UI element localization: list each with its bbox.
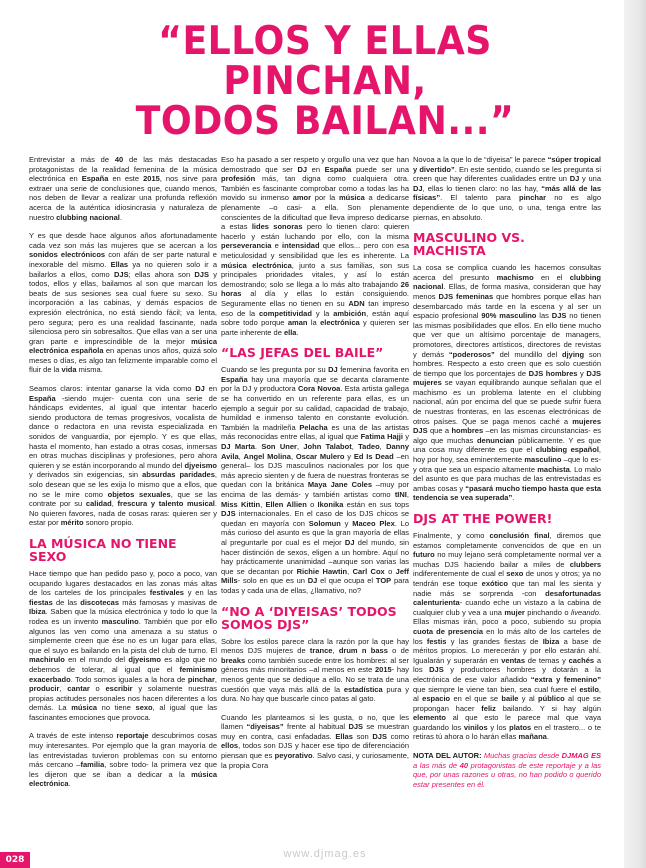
page-number: 028	[0, 852, 30, 868]
section-heading: “LAS JEFAS DEL BAILE”	[221, 345, 384, 361]
body-paragraph: Seamos claros: intentar ganarse la vida como DJ en España -siendo mujer- cuenta con una serie de hándicaps evidentes, al igual que intentar hacerlo siendo productora de temas progresivos, vocalista de dance o redactora en una revista especializada en sonidos de vanguardia, por ejemplo. Y es que ellas, hasta el momento, han estado a otras cosas, inmersas en otras muchas disciplinas y profesiones, pero ahora quieren y se están incorporando al mundo del djyeismo y derivados sin exigencias, sin absurdas paridades, solo desean que se les exija lo mismo que a ellos, que no se le mire como objetos sexuales, que se las contrate por su calidad, frescura y talento musical. No quieren favores, nada de cosas raras: quieren ser y estar por mérito sonoro propio.	[29, 384, 218, 528]
body-paragraph: Cuando se les pregunta por su DJ femenina favorita en España hay una mayoría que se decanta claramente por la DJ y productora Cora Novoa. Esta artista gallega se ha convertido en un referente para ellas, es un ejemplo a seguir por su calidad, capacidad de trabajo, humildad e inmenso talento en constante evolución. También la madrileña Pelacha es una de las artistas más reconocidas entre ellas, al igual que Fatima Hajji y DJ Marta. Son Uner, John Talabot, Tadeo, Danny Avila, Angel Molina, Oscar Mulero y Ed Is Dead –en general– los DJS masculinos nacionales por los que más aprecio sienten y de fuera de nuestras fronteras se quedan con la británica Maya Jane Coles –muy por encima de las demás- y también artistas como tINI, Miss Kittin, Ellen Allien o Ikonika están en sus tops DJS internacionales. En el caso de los DJS chicos se quedan en mayoría con Solomun y Maceo Plex. Lo más curioso del asunto es que la gran mayoría de ellas al preguntarle por cual es el mejor DJ del mundo, sin hacer distinción de sexos, eligen a un hombre. Aquí no hay prácticamente unanimidad –aunque son varias las que se decantan por Richie Hawtin, Carl Cox o Jeff Mills- solo en que es un DJ el que ocupa el TOP para todas y cada una de ellas, ¿llamativo, no?	[221, 365, 410, 595]
article-column-2	[221, 155, 409, 779]
section-heading: LA MÚSICA NO TIENE SEXO	[29, 535, 177, 564]
article-title-line-1: “ELLOS Y ELLAS PINCHAN,	[158, 19, 492, 104]
author-note: NOTA DEL AUTOR: Muchas gracias desde DJMAG ES a las más de 40 protagonistas de este reportaje y a las que, por unas razones u otras, no han podido o querido estar presentes en él.	[413, 751, 601, 789]
watermark: www.djmag.es	[283, 848, 367, 860]
body-paragraph: Cuando les planteamos si les gusta, o no, que les llamen “diyeisas” frente al habitual DJS se muestran muy en contra, casi enfadadas. Ellas son DJS como ellos, todos son DJS y hacer ese tipo de diferenciación piensan que es peyorativo. Salvo casi, y curiosamente, la propia Cora	[221, 712, 409, 770]
body-paragraph: Novoa a la que lo de “diyeisa” le parece “súper tropical y divertido”. En este sentido, cuando se les pregunta si creen que hay diferentes cualidades entre un DJ y una DJ, ellas lo tienen claro: no las hay, “más allá de las físicas”. El talento para pinchar no es algo dependiente de lo que uno, o una, tenga entre las piernas, en absoluto.	[413, 155, 602, 222]
body-paragraph: Sobre los estilos parece clara la razón por la que hay menos DJS mujeres de trance, drum n bass o de breaks como también sucede entre los hombres: al ser géneros más minoritarios –al menos en este 2015- hay menos gente que se dedique a ello. No se trata de una cuestión que vaya más allá de la estadística pura y dura. No hay que buscarle cinco patas al gato.	[221, 636, 409, 704]
section-heading: MASCULINO VS. MACHISTA	[413, 230, 525, 259]
article-title-line-2: TODOS BAILAN...”	[135, 99, 515, 144]
article-column-3	[413, 155, 601, 798]
body-paragraph: Entrevistar a más de 40 de las más destacadas protagonistas de la realidad femenina de la música electrónica en España en este 2015, nos sirve para extraer una serie de conclusiones que, cuando menos, nos deben de llevar a realizar una profunda reflexión acerca de la auténtica idiosincrasia y naturaleza de nuestro clubbing nacional.	[29, 155, 217, 222]
body-paragraph: Hace tiempo que han pedido paso y, poco a poco, van ocupando lugares destacados en las zonas más altas de los carteles de los principales festivales y en las fiestas de las discotecas más famosas y masivas de Ibiza. Saben que la música electrónica y todo lo que la rodea es un invento masculino. También que por ello algunos las ven como una amenaza a su status o simplemente creen que ése no es un lugar para ellas, que el suyo es bailando en la pista del club de turno. El machirulo en el mundo del djyeismo es algo que no debemos de tolerar, al igual que el feminismo exacerbado. Todo somos iguales a la hora de pinchar, producir, cantar o escribir y solamente nuestras propias actitudes personales nos hacen diferentes a los demás. La música no tiene sexo, al igual que las fascinantes emociones que provoca.	[29, 568, 218, 722]
section-heading: DJS AT THE POWER!	[413, 511, 553, 526]
article-title	[51, 19, 600, 144]
article-column-1	[29, 155, 217, 798]
body-paragraph: Y es que desde hace algunos años afortunadamente cada vez son más las mujeres que se acercan a los sonidos electrónicos con afán de ser parte natural e inexorable del mismo. Ellas ya no quieren solo ir a bailarlos a ellos, como DJS; ellas ahora son DJS y todos, ellos y ellas, bailamos al son que marcan los beats de sus sesiones sea cual fuere su sexo. Su incorporación a las cabinas, y demás espacios de expresión electrónica, no está siendo fácil; va lenta, pero segura; pero es una realidad fascinante, nada silenciosa pero sin sobresaltos. Que ellas van a ser una gran parte e imprescindible de la mejor música electrónica española en apenas unos años, quizá solo meses o días, es algo tan felizmente imparable como el fluir de la vida misma.	[29, 231, 218, 375]
body-paragraph: A través de este intenso reportaje descubrimos cosas muy interesantes. Por ejemplo que la gran mayoría de las entrevistadas tuvieron problemas con su entorno más cercano –familia, sobre todo- la primera vez que les dijeron que se iban a dedicar a la música electrónica.	[29, 731, 217, 789]
body-paragraph: Eso ha pasado a ser respeto y orgullo una vez que han demostrado que ser DJ en España puede ser una profesión más, tan digna como cualquiera otra. También es fascinante comprobar como a todas las ha movido su inmenso amor por la música a dedicarse plenamente –o casi- a ella. Son plenamente conscientes de la dificultad que lleva impreso dedicarse a estas lides sonoras pero lo tienen claro: quieren hacerlo y están luchando por ello, con la misma perseverancia e intensidad que ellos... pero con esa meticulosidad y sensibilidad que les es inherente. La música electrónica, junto a sus familias, son sus principales prioridades vitales, y así lo están demostrando; solo se llega a lo más alto trabajando 26 horas al día y ellas lo están consiguiendo. Seguramente ellas no tienen en su ADN tan impreso eso de la competitividad y la ambición, están aquí sobre todo porque aman la electrónica y quieren ser parte inherente de ella.	[221, 155, 410, 337]
section-heading: “NO A ‘DIYEISAS’ TODOS SOMOS DJS”	[221, 603, 397, 632]
body-paragraph: Finalmente, y como conclusión final, diremos que estamos completamente convencidos de que en un futuro no muy lejano será completamente normal ver a muchas DJS haciendo bailar a miles de clubbers indiferentemente de cual el sexo de unos y otros; ya no tendrán ese toque exótico que tan mal les sienta y nadie más se sorprenda -con desafortunadas calenturienta- cuando eche un vistazo a la cabina de cualquier club y vea a una mujer pinchando o liveando. Ellas mismas irán, poco a poco, subiendo su propia cuota de presencia en lo más alto de los carteles de los festis y las grandes fiestas de Ibiza a base de méritos propios. Lo merecerán y por ello estarán ahí. Igualarán y superarán en ventas de temas y cachés a los DJS y productores hombres y dotarán a la electrónica de ese valor añadido “extra y femenino” que siempre le viene tan bien, sea cual fuere el estilo, al espacio en el que se baile y al público al que se propongan hacer feliz bailando. Y si hay algún elemento al que esto le parece mal que vaya guardando los vinilos y los platos en el trastero... o te retiras tú ahora o lo harán ellas mañana.	[413, 531, 602, 742]
page-edge-stripe	[624, 0, 646, 868]
body-paragraph: La cosa se complica cuando les hacemos consultas acerca del presunto machismo en el clubbing nacional. Ellas, de forma masiva, consideran que hay menos DJS femeninas que hombres porque ellas han desembarcado más tarde en la escena y al ser un espacio profesional 90% masculino las DJS no tienen las mismas posibilidades que ellos. En ello tiene mucho que ver que un altísimo porcentaje de managers, promotores, directores artísticos, directores de revistas y demás “poderosos” del mundillo del djying son hombres. Respecto a esto creen que es solo cuestión de tiempo que los porcentajes de DJS hombres y DJS mujeres se vayan equilibrando aunque señalan que el machismo es un problema latente en el clubbing nacional, aún por encima del que se puede sufrir fuera de nuestras fronteras, en las escenas electrónicas de otros países. Que se paga menos caché a mujeres DJS que a hombres –en las mismas circunstancias- es algo que muchas denuncian públicamente. Y es que una cosa muy diferente es que el clubbing español, hoy por hoy, sea eminentemente masculino –que lo es- y otra que sea un espacio altamente machista. Lo malo del asunto es que para muchas de las entrevistadas es ambas cosas y “pasará mucho tiempo hasta que esta tendencia se vea superada”.	[413, 263, 602, 503]
